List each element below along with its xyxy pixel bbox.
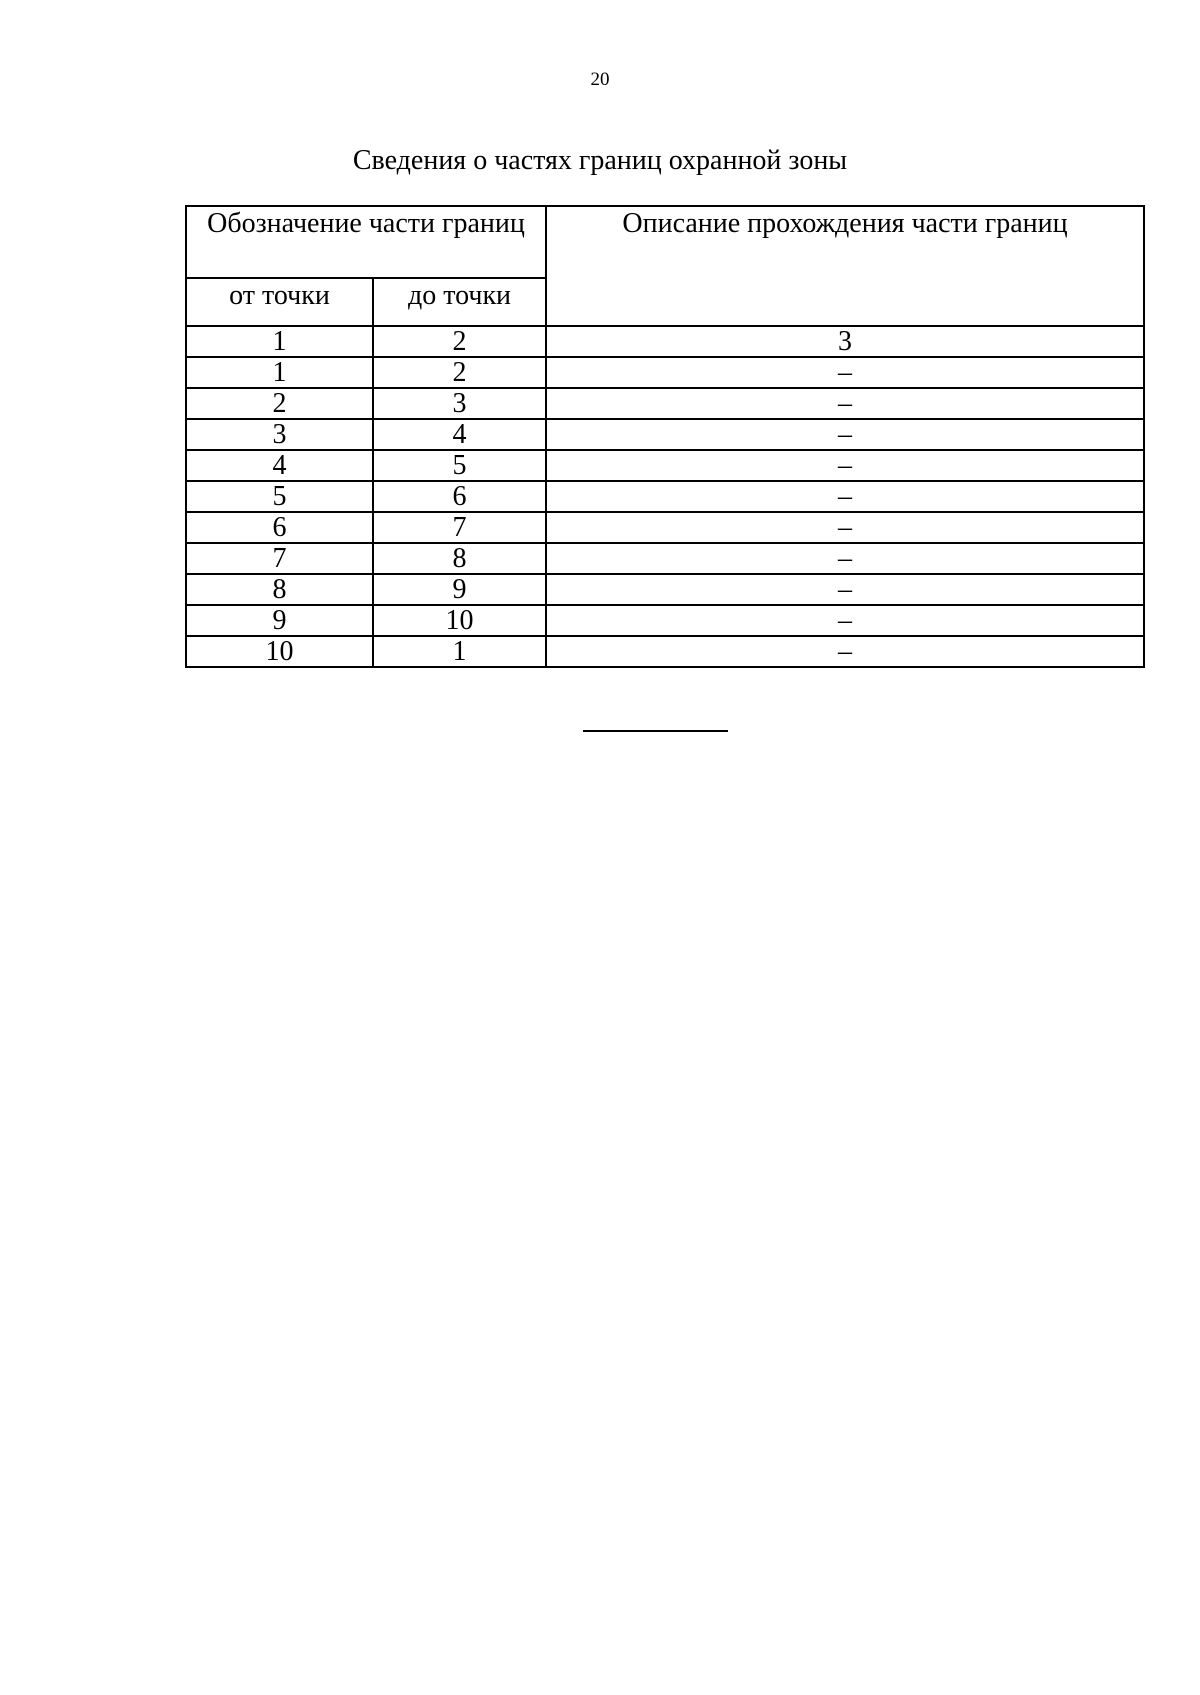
closing-divider-line	[583, 730, 728, 732]
from-point-cell: 8	[186, 574, 373, 605]
table-row	[186, 388, 1144, 419]
description-cell: –	[546, 450, 1144, 481]
to-point-cell: 6	[373, 481, 546, 512]
boundary-parts-table	[185, 205, 1145, 668]
from-point-cell: 9	[186, 605, 373, 636]
from-point-cell: 10	[186, 636, 373, 667]
table-row	[186, 543, 1144, 574]
page-number: 20	[590, 69, 610, 90]
column-number: 1	[186, 326, 373, 357]
description-cell: –	[546, 357, 1144, 388]
description-cell: –	[546, 512, 1144, 543]
to-point-cell: 10	[373, 605, 546, 636]
column-number: 2	[373, 326, 546, 357]
column-number: 3	[546, 326, 1144, 357]
description-cell: –	[546, 481, 1144, 512]
header-to-point: до точки	[373, 278, 546, 326]
table-row	[186, 512, 1144, 543]
description-cell: –	[546, 636, 1144, 667]
to-point-cell: 4	[373, 419, 546, 450]
to-point-cell: 9	[373, 574, 546, 605]
to-point-cell: 3	[373, 388, 546, 419]
header-boundary-description: Описание прохождения части границ	[546, 206, 1144, 326]
from-point-cell: 4	[186, 450, 373, 481]
page-title: Сведения о частях границ охранной зоны	[352, 145, 848, 176]
from-point-cell: 7	[186, 543, 373, 574]
table-row	[186, 574, 1144, 605]
table-row	[186, 357, 1144, 388]
from-point-cell: 1	[186, 357, 373, 388]
from-point-cell: 3	[186, 419, 373, 450]
table-row	[186, 419, 1144, 450]
to-point-cell: 8	[373, 543, 546, 574]
table-row	[186, 481, 1144, 512]
to-point-cell: 2	[373, 357, 546, 388]
description-cell: –	[546, 605, 1144, 636]
table-row	[186, 636, 1144, 667]
from-point-cell: 6	[186, 512, 373, 543]
table-row	[186, 605, 1144, 636]
from-point-cell: 5	[186, 481, 373, 512]
description-cell: –	[546, 543, 1144, 574]
description-cell: –	[546, 574, 1144, 605]
description-cell: –	[546, 388, 1144, 419]
description-cell: –	[546, 419, 1144, 450]
column-number-row	[186, 326, 1144, 357]
to-point-cell: 7	[373, 512, 546, 543]
from-point-cell: 2	[186, 388, 373, 419]
to-point-cell: 1	[373, 636, 546, 667]
header-from-point: от точки	[186, 278, 373, 326]
table-row	[186, 450, 1144, 481]
header-boundary-part-designation: Обозначение части границ	[186, 206, 546, 278]
to-point-cell: 5	[373, 450, 546, 481]
